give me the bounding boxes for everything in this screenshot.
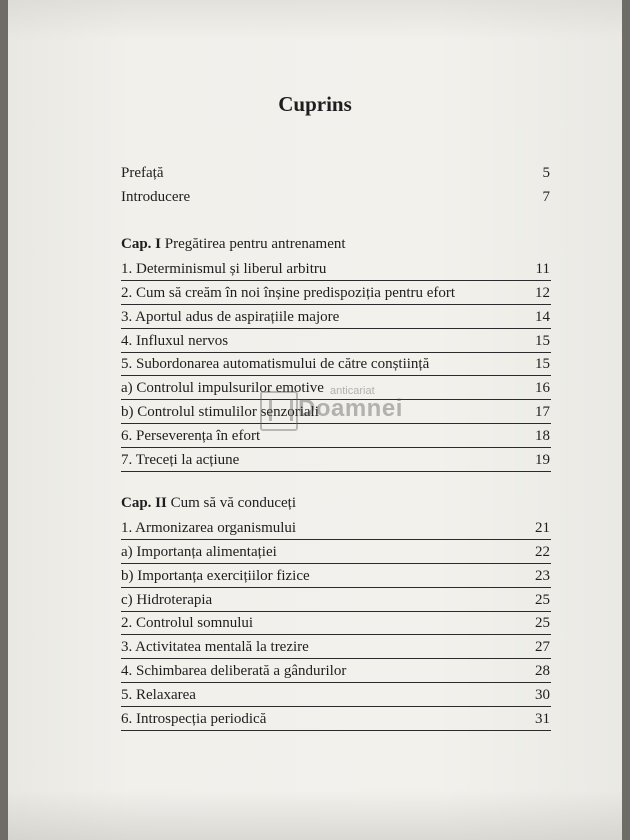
chapter-number: Cap. I	[121, 236, 162, 252]
chapter-title: Pregătirea pentru antrenament	[164, 236, 346, 252]
chapter-section-2	[121, 490, 551, 731]
toc-entry-label: 2. Cum să creăm în noi înșine predispoziția pentru efort	[121, 284, 456, 301]
toc-entry-page: 23	[535, 567, 550, 584]
toc-entry[interactable]	[121, 160, 551, 184]
toc-entry[interactable]	[121, 588, 551, 612]
chapter-title: Cum să vă conduceți	[170, 495, 296, 511]
toc-entry-page: 16	[535, 380, 550, 397]
toc-entry[interactable]	[121, 257, 551, 281]
toc-entry-label: 3. Activitatea mentală la trezire	[121, 639, 309, 656]
toc-entry[interactable]	[121, 353, 551, 377]
toc-entry-label: 3. Aportul adus de aspirațiile majore	[121, 308, 340, 325]
watermark-small-text: anticariat	[330, 385, 375, 397]
toc-entry-page: 31	[535, 711, 550, 728]
toc-entry-label: a) Controlul impulsurilor emotive	[121, 380, 324, 397]
page-title: Cuprins	[278, 92, 352, 116]
toc-entry-page: 5	[542, 165, 550, 181]
toc-entry-page: 21	[535, 519, 550, 536]
toc-entry[interactable]	[121, 516, 551, 540]
chapter-number: Cap. II	[121, 495, 167, 511]
toc-entry-page: 14	[535, 308, 550, 325]
toc-entry-label: 6. Perseverența în efort	[121, 428, 261, 445]
toc-entry-page: 25	[535, 591, 550, 608]
toc-entry-page: 19	[535, 452, 550, 469]
toc-entry-page: 25	[535, 615, 550, 632]
watermark-logo	[260, 385, 420, 435]
toc-entry-page: 22	[535, 543, 550, 560]
toc-entry[interactable]	[121, 659, 551, 683]
toc-entry-page: 27	[535, 639, 550, 656]
toc-entry[interactable]	[121, 281, 551, 305]
toc-entry[interactable]	[121, 612, 551, 636]
front-matter-list	[121, 160, 551, 208]
chapter-heading[interactable]	[121, 231, 551, 257]
toc-entry-label: 5. Subordonarea automatismului de către conștiință	[121, 356, 430, 373]
chapter-section-1	[121, 231, 551, 472]
toc-entry-page: 7	[542, 189, 550, 205]
toc-entry[interactable]	[121, 635, 551, 659]
toc-entry[interactable]	[121, 184, 551, 208]
toc-entry-page: 15	[535, 332, 550, 349]
toc-entry-label: b) Importanța exercițiilor fizice	[121, 567, 310, 584]
toc-entry-page: 15	[535, 356, 550, 373]
toc-entry-label: 4. Influxul nervos	[121, 332, 229, 349]
toc-entry-label: 1. Armonizarea organismului	[121, 519, 297, 536]
toc-entry-label: 4. Schimbarea deliberată a gândurilor	[121, 663, 347, 680]
toc-entry-page: 11	[535, 260, 550, 277]
toc-entry-label: 5. Relaxarea	[121, 687, 196, 704]
book-shelf-icon	[260, 391, 298, 431]
toc-entry-label: 1. Determinismul și liberul arbitru	[121, 260, 327, 277]
toc-entry-page: 12	[535, 284, 550, 301]
toc-entry-label: b) Controlul stimulilor senzoriali	[121, 404, 319, 421]
toc-entry[interactable]	[121, 305, 551, 329]
toc-entry-page: 28	[535, 663, 550, 680]
toc-entry[interactable]	[121, 683, 551, 707]
page-shadow-top	[8, 0, 622, 40]
toc-entry-label: 7. Treceți la acțiune	[121, 452, 240, 469]
toc-entry-label: a) Importanța alimentației	[121, 543, 277, 560]
toc-entry[interactable]	[121, 540, 551, 564]
watermark-big-text: Doamnei	[298, 395, 403, 422]
toc-entry[interactable]	[121, 329, 551, 353]
page-shadow-bottom	[8, 790, 622, 840]
toc-entry[interactable]	[121, 564, 551, 588]
toc-entry-page: 17	[535, 404, 550, 421]
toc-entry-label: 6. Introspecția periodică	[121, 711, 267, 728]
chapter-heading[interactable]	[121, 490, 551, 516]
toc-entry-label: Prefață	[121, 165, 164, 181]
book-page	[8, 0, 622, 840]
toc-entry-page: 18	[535, 428, 550, 445]
toc-entry[interactable]	[121, 448, 551, 472]
toc-entry-label: 2. Controlul somnului	[121, 615, 254, 632]
toc-entry-label: Introducere	[121, 189, 191, 205]
toc-entry[interactable]	[121, 707, 551, 731]
toc-entry-page: 30	[535, 687, 550, 704]
toc-entry-label: c) Hidroterapia	[121, 591, 213, 608]
